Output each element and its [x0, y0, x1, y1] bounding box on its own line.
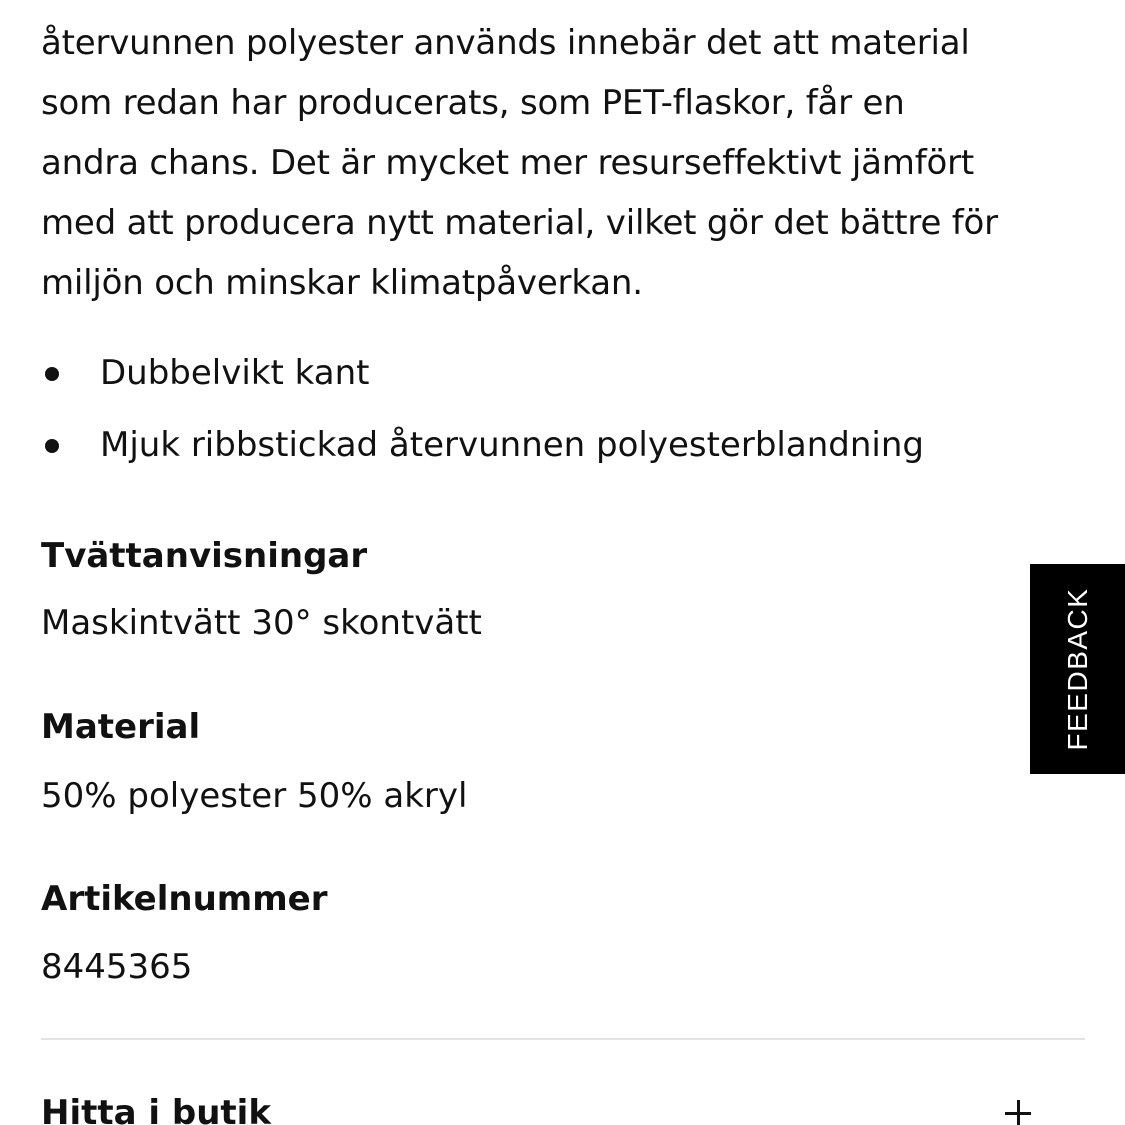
bullet-icon — [45, 439, 59, 453]
product-description — [41, 13, 1101, 313]
plus-icon[interactable] — [1005, 1100, 1031, 1125]
feature-item — [41, 343, 924, 415]
description-line: andra chans. Det är mycket mer resurseffektivt jämfört — [41, 143, 974, 183]
find-in-store-title: Hitta i butik — [41, 1093, 271, 1125]
article-number-title: Artikelnummer — [41, 879, 328, 919]
bullet-icon — [45, 367, 59, 381]
description-line: återvunnen polyester används innebär det att material — [41, 23, 970, 63]
section-divider — [41, 1038, 1085, 1040]
article-number-value: 8445365 — [41, 947, 193, 987]
feature-label: Dubbelvikt kant — [100, 353, 370, 393]
description-line: med att producera nytt material, vilket gör det bättre för — [41, 203, 998, 243]
find-in-store-accordion[interactable] — [41, 1090, 1085, 1125]
feature-label: Mjuk ribbstickad återvunnen polyesterblandning — [100, 425, 924, 465]
care-title: Tvättanvisningar — [41, 536, 368, 576]
feedback-label: FEEDBACK — [1061, 587, 1093, 751]
description-line: miljön och minskar klimatpåverkan. — [41, 263, 643, 303]
feature-item — [41, 415, 924, 487]
description-line: som redan har producerats, som PET-flaskor, får en — [41, 83, 905, 123]
material-title: Material — [41, 707, 201, 747]
feature-list — [41, 343, 924, 487]
material-value: 50% polyester 50% akryl — [41, 776, 468, 816]
care-value: Maskintvätt 30° skontvätt — [41, 603, 482, 643]
feedback-button[interactable] — [1030, 564, 1125, 774]
